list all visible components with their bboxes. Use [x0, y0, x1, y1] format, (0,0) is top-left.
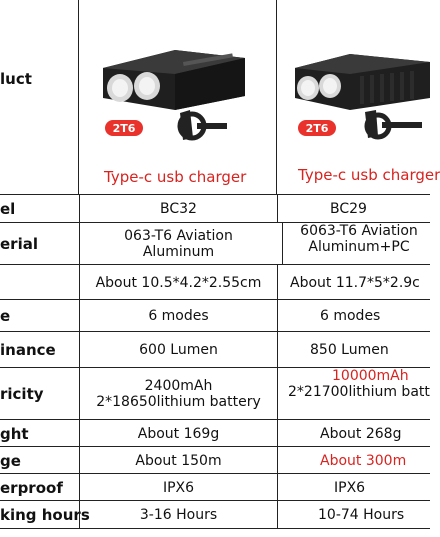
product-1-charger: Type-c usb charger — [104, 168, 247, 186]
product-2-charger: Type-c usb charger — [298, 166, 440, 184]
spec-row-size — [0, 264, 430, 300]
row-label — [0, 265, 78, 300]
product-1-value — [79, 368, 277, 420]
row-label: ricity — [0, 385, 44, 403]
spec-row-luminance — [0, 331, 430, 368]
product-2-value — [277, 368, 430, 420]
row-label: king hours — [0, 506, 90, 524]
product-1-value: 3-16 Hours — [79, 501, 277, 529]
spec-row-waterproof — [0, 473, 430, 501]
table-bottom-border — [0, 528, 430, 529]
row-label: ge — [0, 451, 21, 470]
spec-row-material — [0, 222, 430, 265]
value-line-1: 10000mAh — [332, 368, 409, 384]
product-2-value: 850 Lumen — [277, 332, 430, 368]
product-1-value: About 10.5*4.2*2.55cm — [79, 265, 277, 300]
spec-row-weight — [0, 419, 430, 447]
product-1-value: 6 modes — [79, 300, 277, 332]
value-line-1: 2400mAh — [144, 378, 213, 394]
spec-row-model — [0, 194, 430, 223]
spec-row-range — [0, 446, 430, 474]
row-label: el — [0, 200, 16, 218]
spec-row-electricity — [0, 367, 430, 420]
spec-row-working-hours — [0, 500, 430, 529]
spec-row-modes — [0, 299, 430, 332]
product-1-value — [79, 223, 277, 265]
row-label: ght — [0, 424, 29, 443]
product-2-value — [282, 223, 435, 265]
product-2-badge: 2T6 — [298, 120, 336, 136]
header-label: luct — [0, 70, 32, 88]
value-line-2: Aluminum+PC — [308, 239, 410, 255]
product-1-value: About 150m — [79, 447, 277, 474]
product-2-value: About 11.7*5*2.9c — [277, 265, 430, 300]
header-row — [0, 0, 440, 194]
row-label: inance — [0, 341, 56, 359]
product-1-value: BC32 — [79, 195, 277, 223]
value-line-2: Aluminum — [142, 244, 215, 260]
product-2-value: BC29 — [277, 195, 430, 223]
product-2-value: 10-74 Hours — [277, 501, 430, 529]
value-line-1: 6063-T6 Aviation — [300, 223, 418, 239]
value-line-2: 2*18650lithium battery — [96, 394, 261, 410]
product-2-value: About 300m — [277, 447, 430, 474]
row-label: erial — [0, 235, 38, 253]
product-1-value: IPX6 — [79, 474, 277, 501]
value-line-1: 063-T6 Aviation — [124, 228, 233, 244]
row-label: erproof — [0, 478, 63, 497]
product-1-badge: 2T6 — [105, 120, 143, 136]
product-2-value: About 268g — [277, 420, 430, 447]
row-label: e — [0, 307, 11, 325]
product-2-value: 6 modes — [277, 300, 430, 332]
product-2-value: IPX6 — [277, 474, 430, 501]
product-1-value: About 169g — [79, 420, 277, 447]
product-1-value: 600 Lumen — [79, 332, 277, 368]
value-line-2: 2*21700lithium batt — [288, 384, 430, 400]
